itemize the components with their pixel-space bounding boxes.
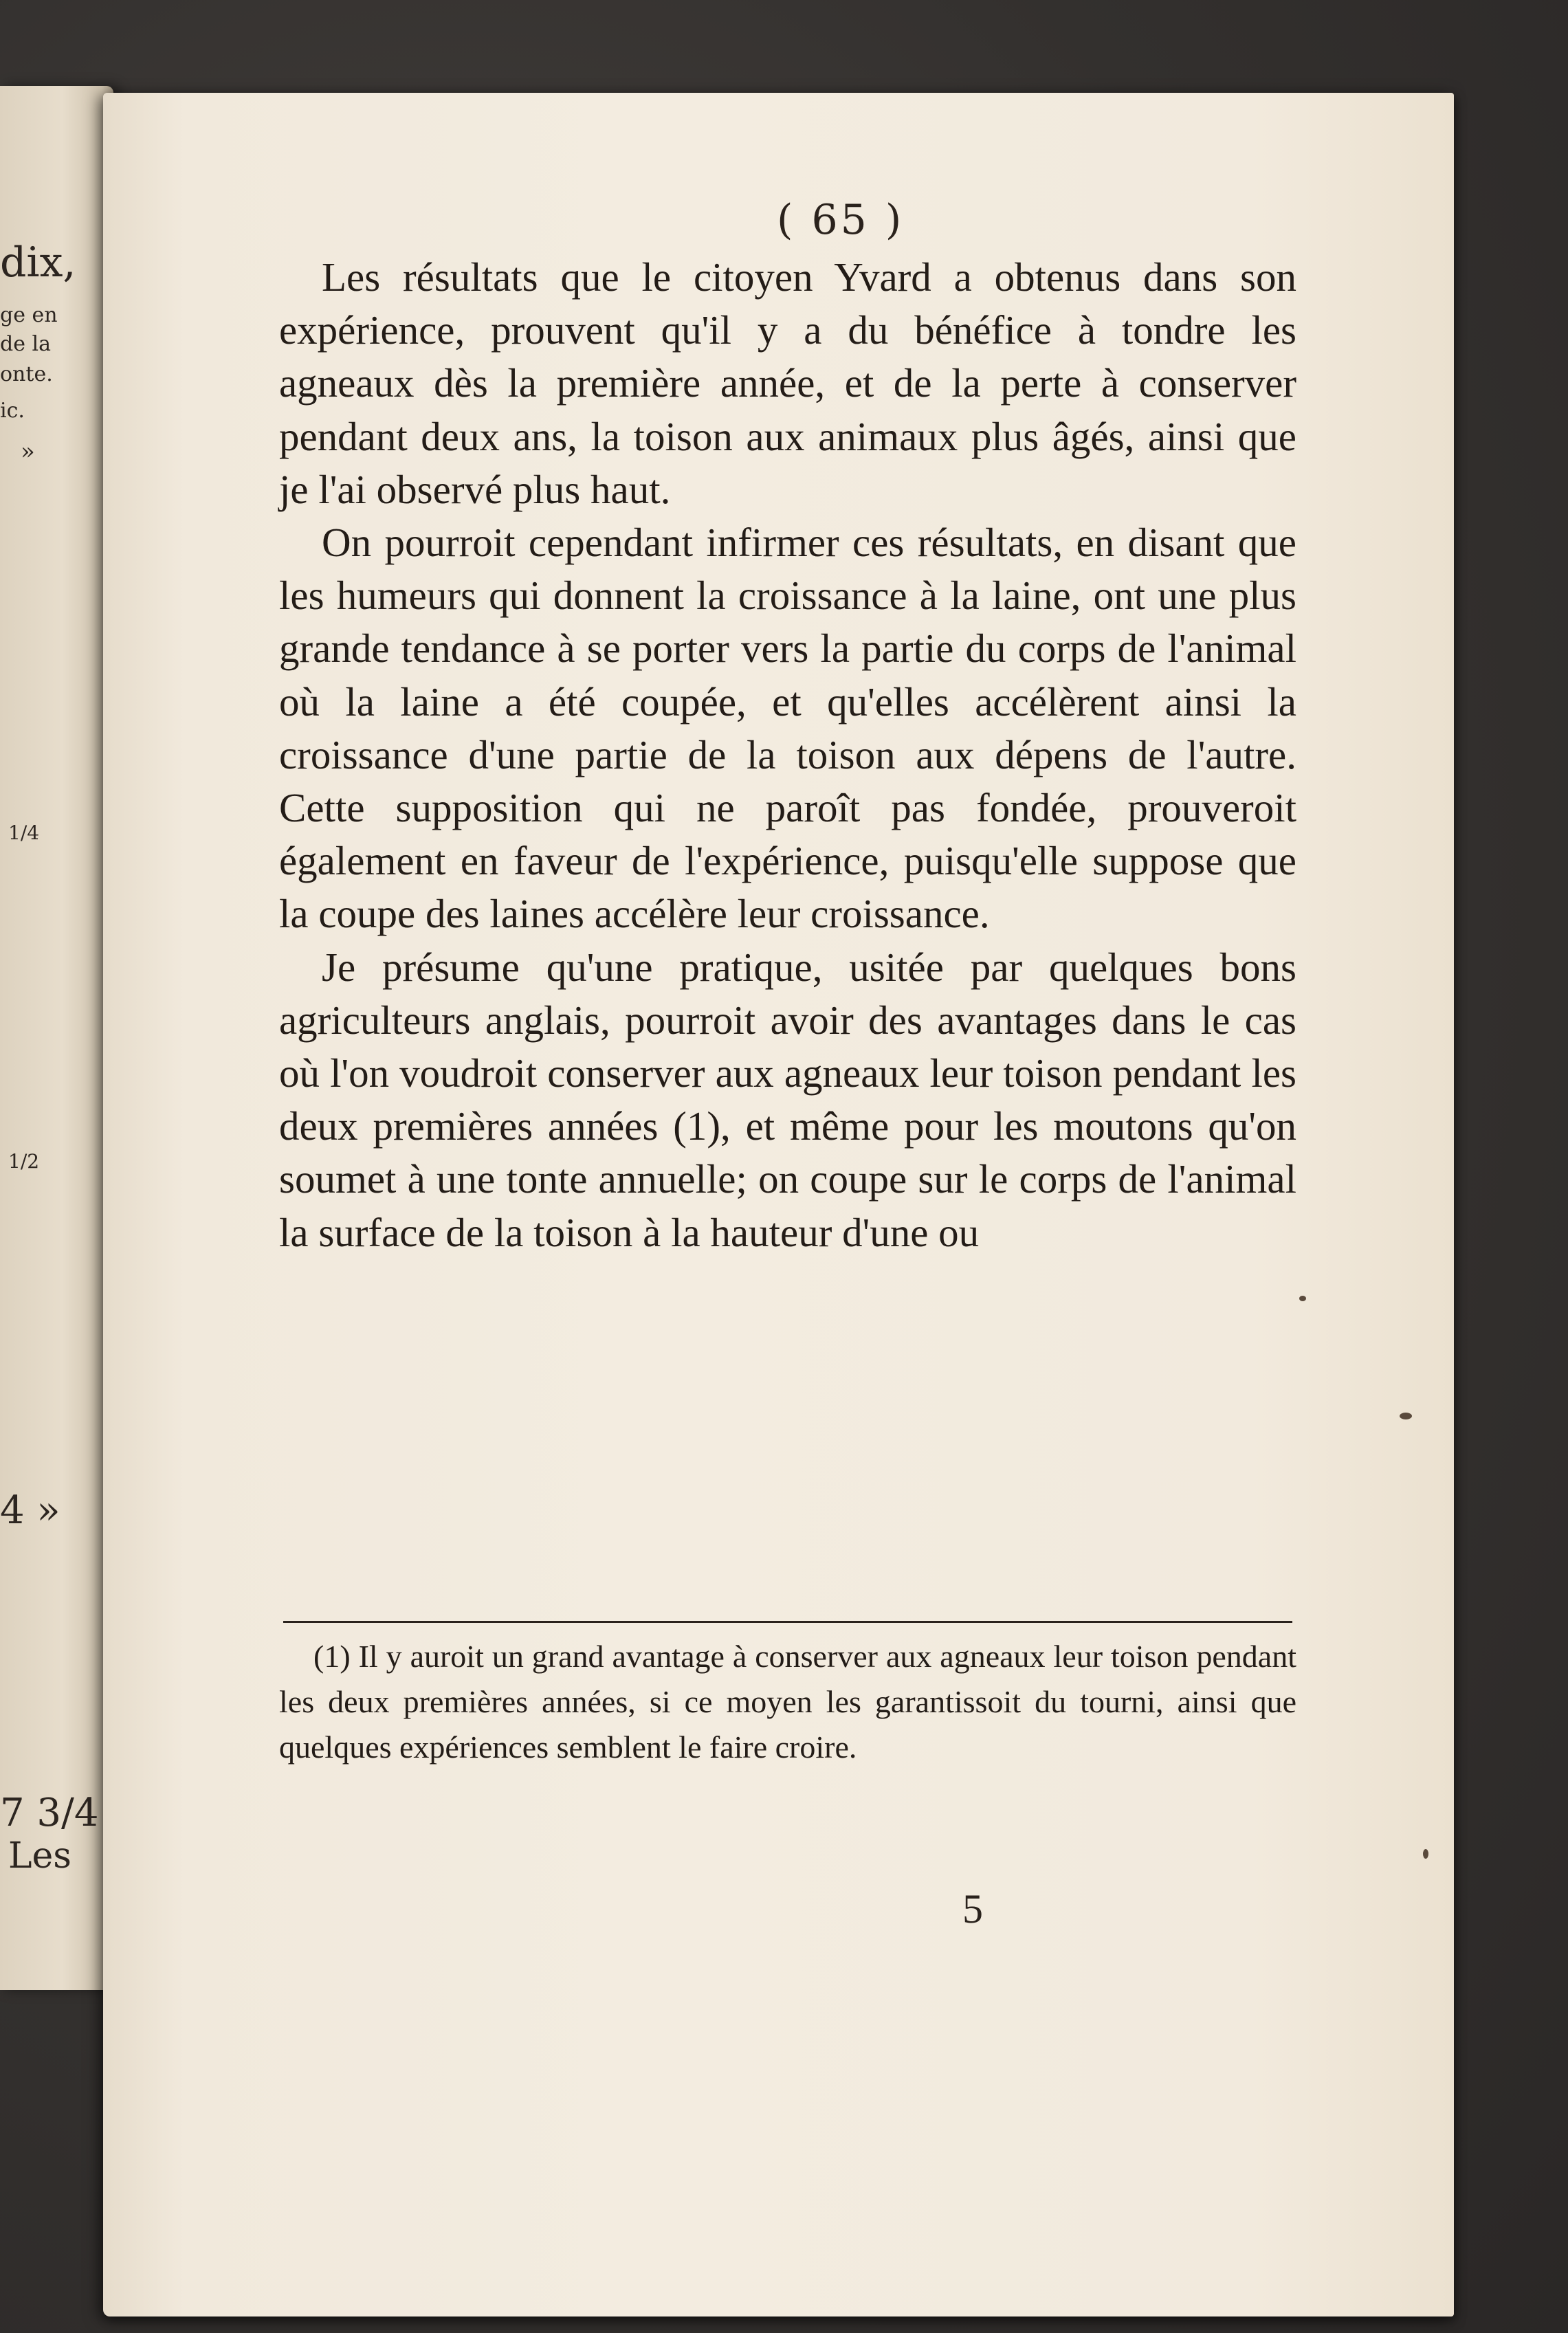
paragraph: Je présume qu'une pratique, usitée par quelques bons agriculteurs anglais, pourroit avoir des avantages dans le cas où l'on voudroit conserver aux agneaux leur toison pendant les deux premières années (1), et même pour les moutons qu'on soumet à une tonte annuelle; on coupe sur le corps de l'animal la surface de la toison à la hauteur d'une ou	[279, 944, 1296, 1255]
footnote	[279, 1634, 1296, 1770]
left-fragment: ic.	[0, 399, 25, 423]
left-fragment: 7 3/4	[0, 1791, 99, 1835]
page-number: ( 65 )	[777, 196, 905, 244]
left-fragment: 1/2	[8, 1150, 40, 1173]
paragraph: On pourroit cependant infirmer ces résultats, en disant que les humeurs qui donnent la croissance à la laine, ont une plus grande tendance à se porter vers la partie du corps de l'animal où la laine a été coupée, et qu'elles accélèrent ainsi la croissance d'une partie de la toison aux dépens de l'autre. Cette supposition qui ne paroît pas fondée, prouveroit également en faveur de l'expérience, puisqu'elle suppose que la coupe des laines accélère leur croissance.	[279, 520, 1296, 937]
left-fragment: onte.	[0, 362, 53, 386]
footnote-text: (1) Il y auroit un grand avantage à conserver aux agneaux leur toison pendant les deux premières années, si ce moyen les garantissoit du tourni, ainsi que quelques expériences semblent le faire croire.	[279, 1639, 1296, 1765]
book-page	[103, 93, 1454, 2317]
paragraph: Les résultats que le citoyen Yvard a obtenus dans son expérience, prouvent qu'il y a du bénéfice à tondre les agneaux dès la première année, et de la perte à conserver pendant deux ans, la toison aux animaux plus âgés, ainsi que je l'ai observé plus haut.	[279, 254, 1296, 512]
left-fragment: 4 »	[0, 1488, 60, 1533]
left-fragment: dix,	[0, 239, 76, 287]
paper-speck	[1400, 1413, 1412, 1419]
left-fragment: ge en	[0, 303, 58, 327]
left-page-edge	[0, 86, 113, 1990]
left-fragment: »	[21, 438, 35, 465]
page-body	[279, 251, 1296, 1259]
left-fragment: 1/4	[8, 821, 40, 844]
left-fragment: Les	[8, 1835, 71, 1877]
footnote-divider	[283, 1621, 1292, 1623]
left-fragment: de la	[0, 332, 51, 356]
paper-speck	[1423, 1849, 1428, 1859]
signature-mark: 5	[962, 1886, 983, 1932]
paper-speck	[1299, 1296, 1306, 1301]
